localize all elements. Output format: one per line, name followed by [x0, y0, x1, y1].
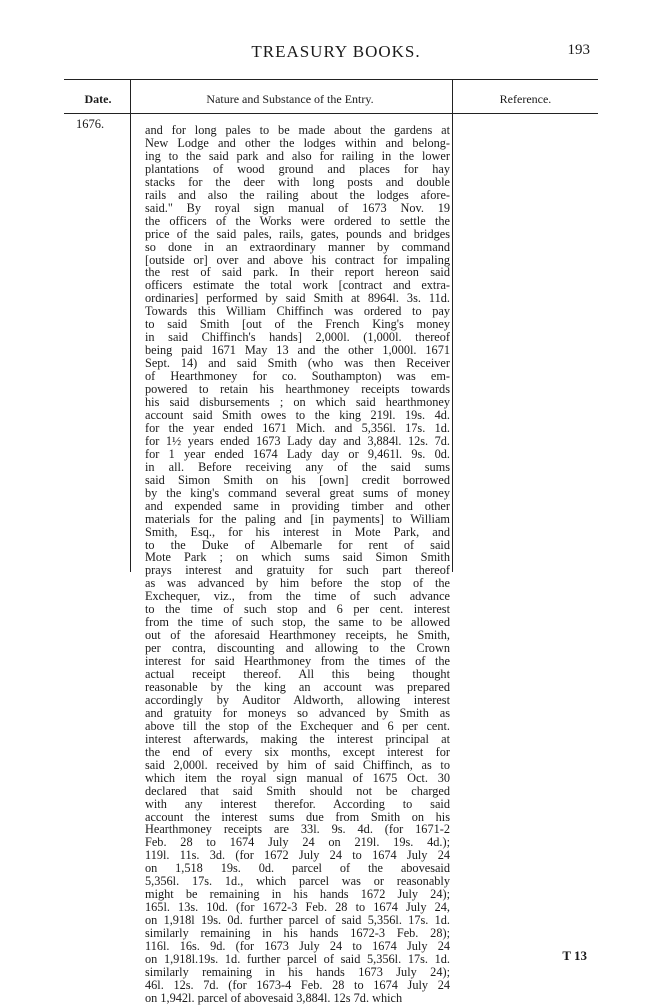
entry-line: so done in an extraordinary manner by command [145, 239, 450, 254]
entry-line: 165l. 13s. 10d. (for 1672-3 Feb. 28 to 1674 July 24, [145, 900, 450, 915]
entry-line: on 1,918l 19s. 0d. further parcel of said 5,356l. 17s. 1d. [145, 913, 450, 928]
entry-line: said 2,000l. received by him of said Chiffinch, as to [145, 757, 450, 772]
entry-line: similarly remaining in his hands 1673 July 24); [145, 964, 450, 979]
entry-line: above till the stop of the Exchequer and 6 per cent. [145, 718, 450, 733]
entry-line: interest for said Hearthmoney from the times of the [145, 654, 450, 669]
entry-text [145, 124, 450, 1005]
entry-line: from the time of such stop, the same to be allowed [145, 615, 450, 630]
top-rule [64, 79, 598, 80]
reference-column-divider [452, 79, 453, 572]
entry-line: said." By royal sign manual of 1673 Nov. 19 [145, 200, 450, 215]
entry-line: similarly remaining in his hands 1672-3 Feb. 28); [145, 926, 450, 941]
page-title: TREASURY BOOKS. [251, 42, 421, 61]
entry-year: 1676. [76, 117, 105, 131]
entry-line: Feb. 28 to 1674 July 24 on 219l. 19s. 4d.); [145, 835, 450, 850]
entry-line: [outside or] over and above his contract for impaling [145, 252, 450, 267]
entry-line: by the king's command several great sums of money [145, 485, 450, 500]
entry-line: declared that said Smith should not be charged [145, 783, 450, 798]
entry-line: officers estimate the total work [contract and extra- [145, 278, 450, 293]
entry-line: powered to retain his hearthmoney receipts towards [145, 382, 450, 397]
entry-line: plantations of wood ground and places for hay [145, 161, 450, 176]
entry-line: to the Duke of Albemarle for rent of said [145, 537, 450, 552]
entry-line: 46l. 12s. 7d. (for 1673-4 Feb. 28 to 1674 July 24 [145, 977, 450, 992]
entry-line: the rest of said park. In their report hereon said [145, 265, 450, 280]
entry-line: the end of every six months, except interest for [145, 744, 450, 759]
entry-line: ing to the said park and also for railing in the lower [145, 148, 450, 163]
nature-column-header: Nature and Substance of the Entry. [206, 92, 374, 106]
entry-line: interest afterwards, making the interest principal at [145, 731, 450, 746]
entry-line: Smith, Esq., for his interest in Mote Park, and [145, 524, 450, 539]
entry-line: might be remaining in his hands 1672 July 24); [145, 887, 450, 902]
date-column-header: Date. [84, 92, 112, 106]
entry-line: ordinaries] performed by said Smith at 8964l. 3s. 11d. [145, 291, 450, 306]
entry-line: per contra, discounting and allowing to the Crown [145, 641, 450, 656]
reference-column-header: Reference. [499, 92, 552, 106]
entry-line: the officers of the Works were ordered to settle the [145, 213, 450, 228]
entry-line: stacks for the deer with long posts and double [145, 174, 450, 189]
entry-line: which item the royal sign manual of 1675 Oct. 30 [145, 770, 450, 785]
entry-line: account said Smith owes to the king 219l. 19s. 4d. [145, 407, 450, 422]
entry-line: in said Chiffinch's hands] 2,000l. (1,000l. thereof [145, 330, 450, 345]
entry-line: of Hearthmoney for co. Southampton) was em- [145, 369, 450, 384]
entry-line: 116l. 16s. 9d. (for 1673 July 24 to 1674 July 24 [145, 939, 450, 954]
entry-line: with any interest therefor. According to said [145, 796, 450, 811]
entry-line: Towards this William Chiffinch was ordered to pay [145, 304, 450, 319]
entry-line: account the interest sums due from Smith on his [145, 809, 450, 824]
entry-line: as was advanced by him before the stop of the [145, 576, 450, 591]
entry-line: Exchequer, viz., from the time of such advance [145, 589, 450, 604]
date-column-divider [130, 79, 131, 572]
entry-line: 5,356l. 17s. 1d., which parcel was or reasonably [145, 874, 450, 889]
entry-line: being paid 1671 May 13 and the other 1,000l. 1671 [145, 343, 450, 358]
entry-line: for 1 year ended 1674 Lady day or 9,461l. 9s. 0d. [145, 446, 450, 461]
entry-line: for the year ended 1671 Mich. and 5,356l. 17s. 1d. [145, 420, 450, 435]
page-number: 193 [567, 42, 590, 58]
entry-line: in all. Before receiving any of the said sums [145, 459, 450, 474]
entry-line: to the time of such stop and 6 per cent. interest [145, 602, 450, 617]
header-rule [64, 113, 598, 114]
entry-line: out of the aforesaid Hearthmoney receipts, he Smith, [145, 628, 450, 643]
entry-line: rails and also the railing about the lodges afore- [145, 187, 450, 202]
entry-line: said Simon Smith on his [own] credit borrowed [145, 472, 450, 487]
entry-line: and gratuity for moneys so advanced by Smith as [145, 705, 450, 720]
entry-line: actual receipt thereof. All this being thought [145, 667, 450, 682]
entry-line: his said disbursements ; on which said hearthmoney [145, 395, 450, 410]
signature-mark: T 13 [562, 948, 587, 963]
entry-line: and expended same in providing timber and other [145, 498, 450, 513]
entry-line: and for long pales to be made about the gardens at [145, 123, 450, 137]
entry-line: Sept. 14) and said Smith (who was then Receiver [145, 356, 450, 371]
entry-line: reasonable by the king an account was prepared [145, 679, 450, 694]
entry-line: New Lodge and other the lodges within and belong- [145, 135, 450, 150]
entry-line: 119l. 11s. 3d. (for 1672 July 24 to 1674 July 24 [145, 848, 450, 863]
entry-line: on 1,918l.19s. 1d. further parcel of said 5,356l. 17s. 1d. [145, 952, 450, 966]
entry-line: materials for the paling and [in payments] to William [145, 511, 450, 526]
entry-line: to said Smith [out of the French King's money [145, 317, 450, 332]
entry-line: accordingly by Auditor Aldworth, allowing interest [145, 692, 450, 707]
entry-line: on 1,518 19s. 0d. parcel of the abovesaid [145, 861, 450, 876]
entry-line: prays interest and gratuity for such part thereof [145, 563, 450, 578]
entry-line: Hearthmoney receipts are 33l. 9s. 4d. (for 1671-2 [145, 822, 450, 837]
entry-line: for 1½ years ended 1673 Lady day and 3,884l. 12s. 7d. [145, 433, 450, 448]
entry-line: price of the said pales, rails, gates, pounds and bridges [145, 226, 450, 241]
entry-line: on 1,942l. parcel of abovesaid 3,884l. 12s 7d. which [145, 990, 403, 1005]
entry-line: Mote Park ; on which sums said Simon Smith [145, 550, 450, 565]
